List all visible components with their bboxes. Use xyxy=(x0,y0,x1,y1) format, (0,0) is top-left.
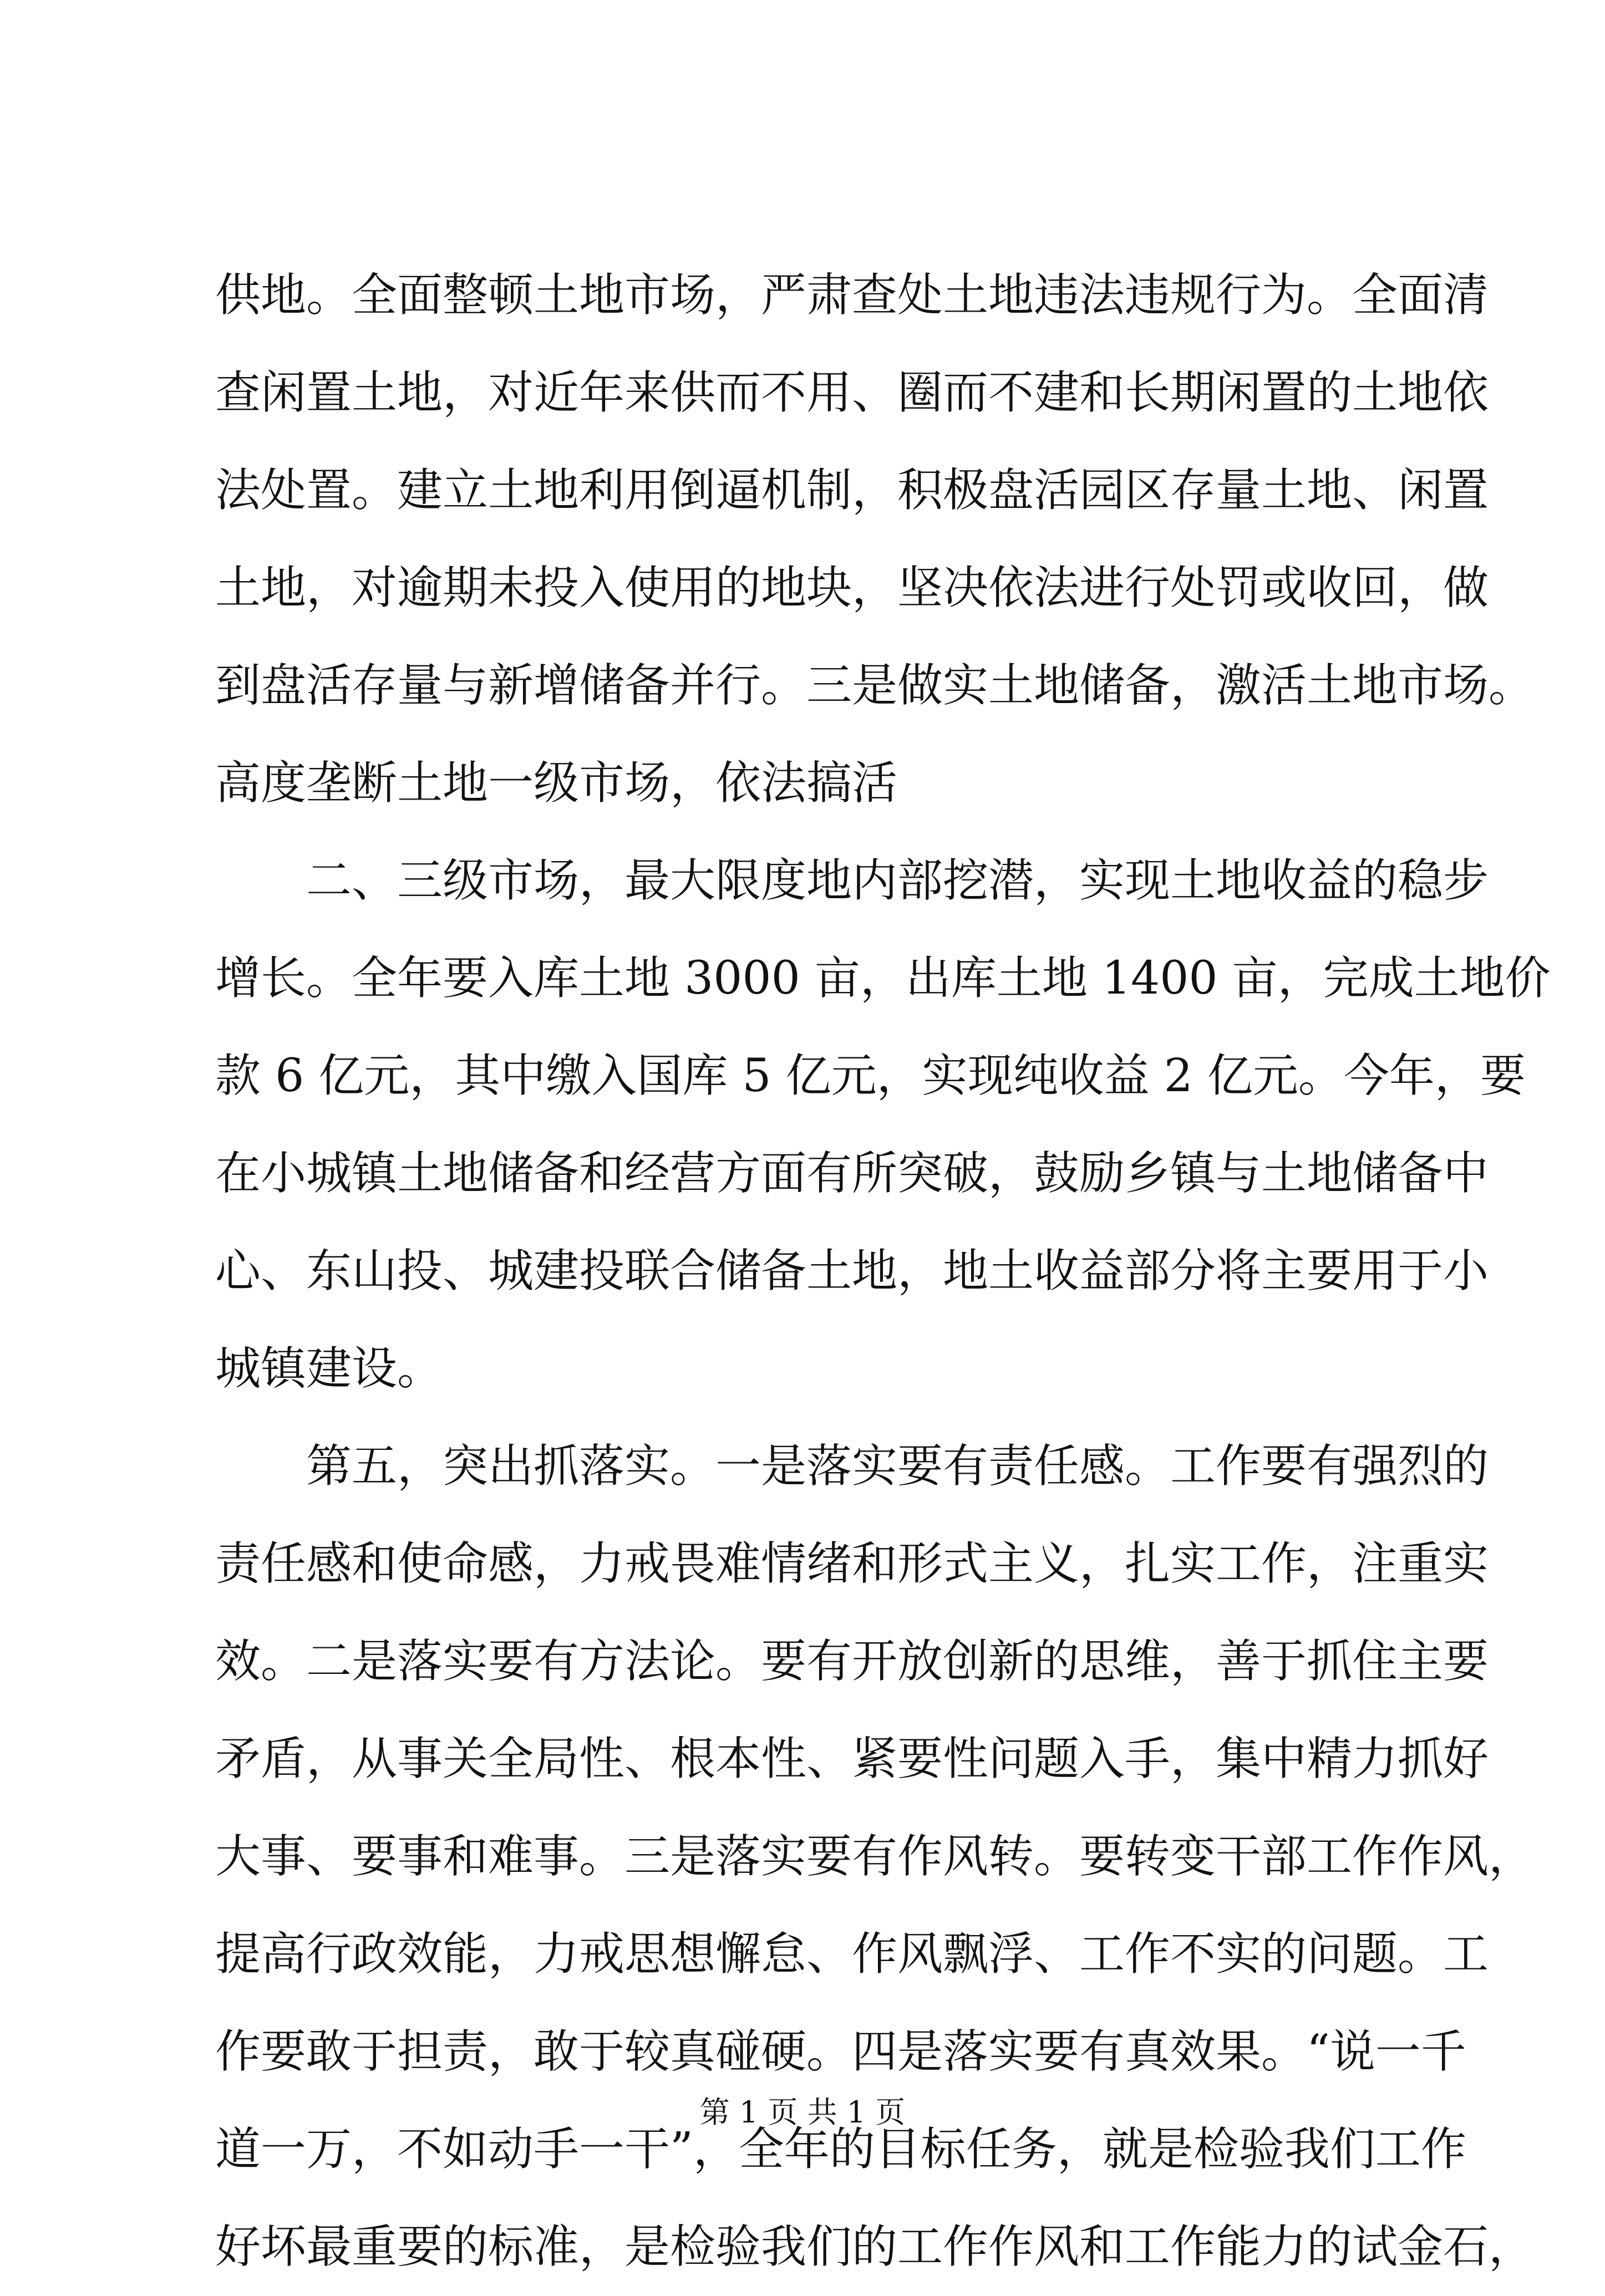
text-line: 心、东山投、城建投联合储备土地，地土收益部分将主要用于小 xyxy=(215,1245,1489,1297)
paragraph xyxy=(215,1418,1535,2296)
text-line: 查闲置土地，对近年来供而不用、圈而不建和长期闲置的土地依 xyxy=(215,366,1489,419)
page-footer: 第 1 页 共 1 页 xyxy=(699,2095,906,2130)
text-line: 效。二是落实要有方法论。要有开放创新的思维，善于抓住主要 xyxy=(215,1635,1489,1688)
text-line: 矛盾，从事关全局性、根本性、紧要性问题入手，集中精力抓好 xyxy=(215,1733,1489,1785)
paragraph xyxy=(215,832,1551,1418)
text-line: 到盘活存量与新增储备并行。三是做实土地储备，激活土地市场。 xyxy=(215,659,1535,712)
text-line: 法处置。建立土地利用倒逼机制，积极盘活园区存量土地、闲置 xyxy=(215,464,1489,517)
text-line: 增长。全年要入库土地 3000 亩，出库土地 1400 亩，完成土地价 xyxy=(215,952,1551,1005)
text-line: 供地。全面整顿土地市场，严肃查处土地违法违规行为。全面清 xyxy=(215,269,1489,322)
text-line: 道一万，不如动手一干”，全年的目标任务，就是检验我们工作 xyxy=(215,2123,1466,2176)
text-line: 好坏最重要的标准，是检验我们的工作作风和工作能力的试金石， xyxy=(215,2221,1535,2273)
text-line: 土地，对逾期未投入使用的地块，坚决依法进行处罚或收回，做 xyxy=(215,562,1489,614)
text-line: 款 6 亿元，其中缴入国库 5 亿元，实现纯收益 2 亿元。今年，要 xyxy=(215,1050,1526,1102)
paragraph xyxy=(215,247,1535,832)
text-line: 第五，突出抓落实。一是落实要有责任感。工作要有强烈的 xyxy=(306,1440,1489,1493)
text-line: 城镇建设。 xyxy=(215,1342,443,1395)
text-line: 在小城镇土地储备和经营方面有所突破，鼓励乡镇与土地储备中 xyxy=(215,1147,1489,1200)
text-line: 责任感和使命感，力戒畏难情绪和形式主义，扎实工作，注重实 xyxy=(215,1538,1489,1590)
document-body xyxy=(215,247,1551,2296)
text-line: 大事、要事和难事。三是落实要有作风转。要转变干部工作作风， xyxy=(215,1830,1535,1883)
text-line: 二、三级市场，最大限度地内部挖潜，实现土地收益的稳步 xyxy=(306,854,1489,907)
text-line: 提高行政效能，力戒思想懈怠、作风飘浮、工作不实的问题。工 xyxy=(215,1928,1489,1981)
text-line: 高度垄断土地一级市场，依法搞活 xyxy=(215,757,898,810)
text-line: 作要敢于担责，敢于较真碰硬。四是落实要有真效果。“说一千 xyxy=(215,2025,1466,2078)
